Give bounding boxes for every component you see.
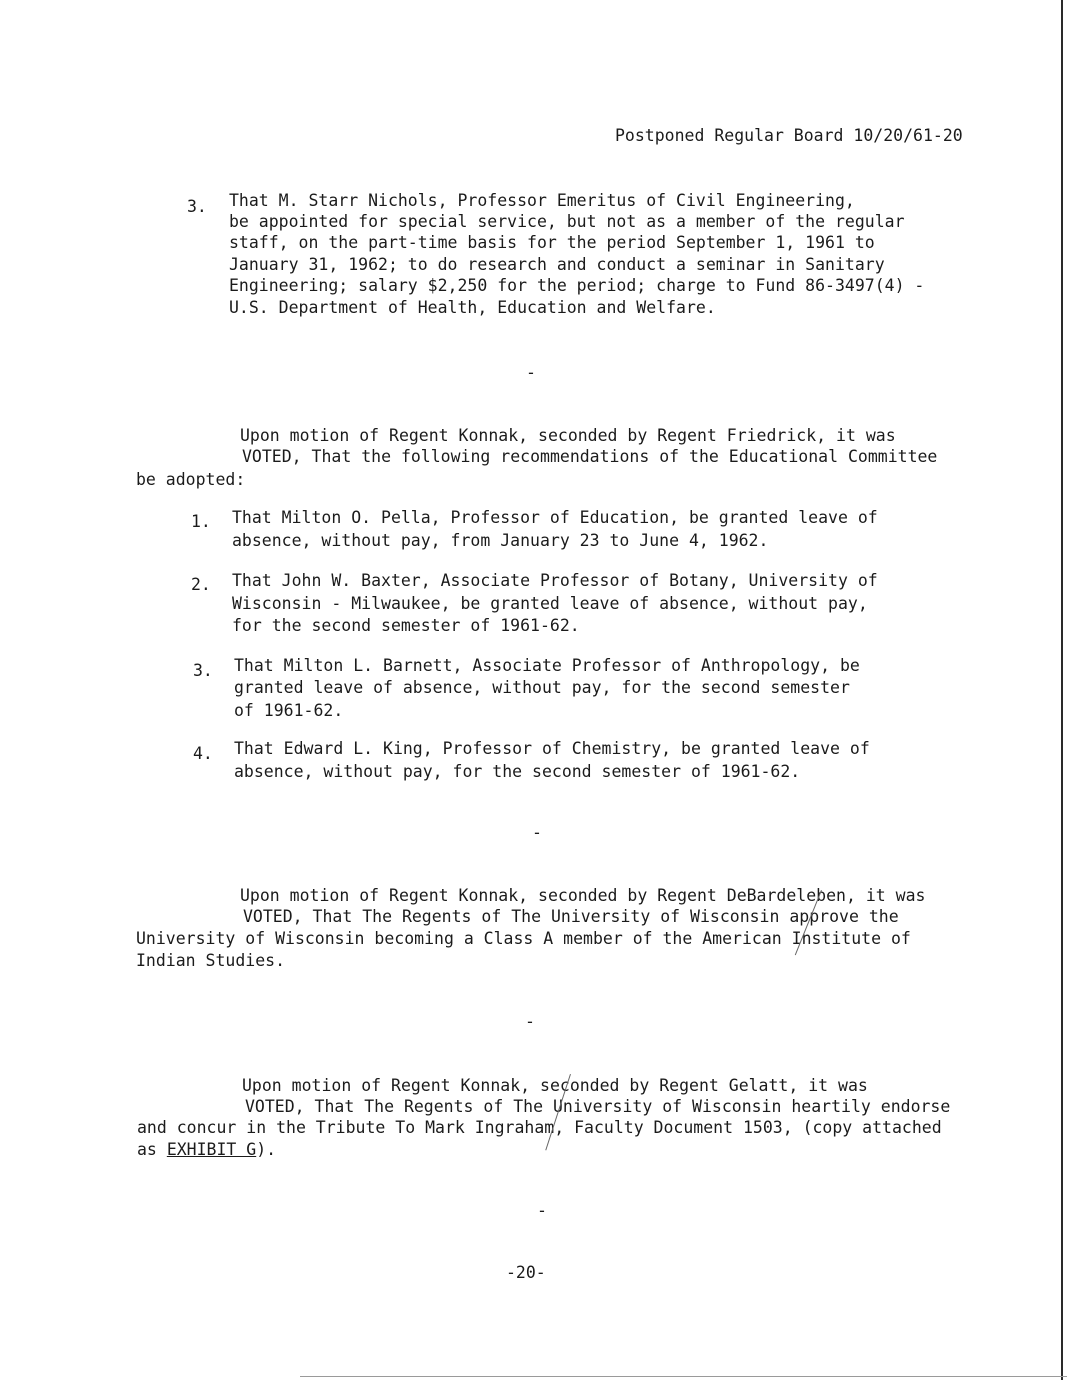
motion-line: Upon motion of Regent Konnak, seconded by Regent DeBardeleben, it was: [240, 886, 926, 905]
item-line: for the second semester of 1961-62.: [232, 616, 580, 635]
item-line: That M. Starr Nichols, Professor Emeritus of Civil Engineering,: [229, 191, 855, 210]
motion-line: VOTED, That the following recommendations of the Educational Committee: [242, 447, 938, 466]
motion-line: Upon motion of Regent Konnak, seconded by Regent Friedrick, it was: [240, 426, 896, 445]
page-bottom-edge: [300, 1376, 1067, 1377]
page-edge-shadow: [1061, 0, 1063, 1380]
item-number: 4.: [193, 744, 213, 763]
section-separator: -: [532, 823, 542, 842]
page-number: -20-: [506, 1263, 546, 1282]
motion-line: and concur in the Tribute To Mark Ingraham, Faculty Document 1503, (copy attached: [137, 1118, 942, 1137]
item-line: U.S. Department of Health, Education and Welfare.: [229, 298, 716, 317]
motion-line: Upon motion of Regent Konnak, seconded by Regent Gelatt, it was: [242, 1076, 868, 1095]
item-line: That Edward L. King, Professor of Chemistry, be granted leave of: [234, 739, 870, 758]
section-separator: -: [525, 1012, 535, 1031]
exhibit-suffix: ).: [256, 1140, 277, 1159]
item-number: 3.: [187, 197, 207, 216]
section-separator: -: [537, 1201, 547, 1220]
motion-line: [137, 1139, 276, 1161]
item-number: 1.: [191, 512, 211, 531]
item-line: of 1961-62.: [234, 701, 344, 720]
item-line: absence, without pay, from January 23 to June 4, 1962.: [232, 531, 769, 550]
exhibit-reference: EXHIBIT G: [166, 1140, 257, 1159]
item-line: staff, on the part-time basis for the period September 1, 1961 to: [229, 233, 875, 252]
item-number: 2.: [191, 575, 211, 594]
page-header: Postponed Regular Board 10/20/61-20: [615, 126, 963, 145]
motion-line: be adopted:: [136, 470, 246, 489]
motion-line: VOTED, That The Regents of The University of Wisconsin heartily endorse: [245, 1097, 951, 1116]
motion-line: VOTED, That The Regents of The University of Wisconsin approve the: [243, 907, 899, 926]
item-line: That Milton O. Pella, Professor of Education, be granted leave of: [232, 508, 878, 527]
item-line: January 31, 1962; to do research and conduct a seminar in Sanitary: [229, 255, 885, 274]
item-number: 3.: [193, 661, 213, 680]
item-line: That Milton L. Barnett, Associate Professor of Anthropology, be: [234, 656, 860, 675]
item-line: granted leave of absence, without pay, for the second semester: [234, 678, 850, 697]
item-line: absence, without pay, for the second semester of 1961-62.: [234, 762, 801, 781]
motion-line: Indian Studies.: [136, 951, 286, 970]
motion-line: University of Wisconsin becoming a Class A member of the American Institute of: [136, 929, 911, 948]
item-line: Engineering; salary $2,250 for the period; charge to Fund 86-3497(4) -: [229, 276, 925, 295]
item-line: That John W. Baxter, Associate Professor of Botany, University of: [232, 571, 878, 590]
exhibit-prefix: as: [137, 1140, 167, 1159]
section-separator: -: [526, 363, 536, 382]
item-line: be appointed for special service, but not as a member of the regular: [229, 212, 905, 231]
item-line: Wisconsin - Milwaukee, be granted leave of absence, without pay,: [232, 594, 868, 613]
